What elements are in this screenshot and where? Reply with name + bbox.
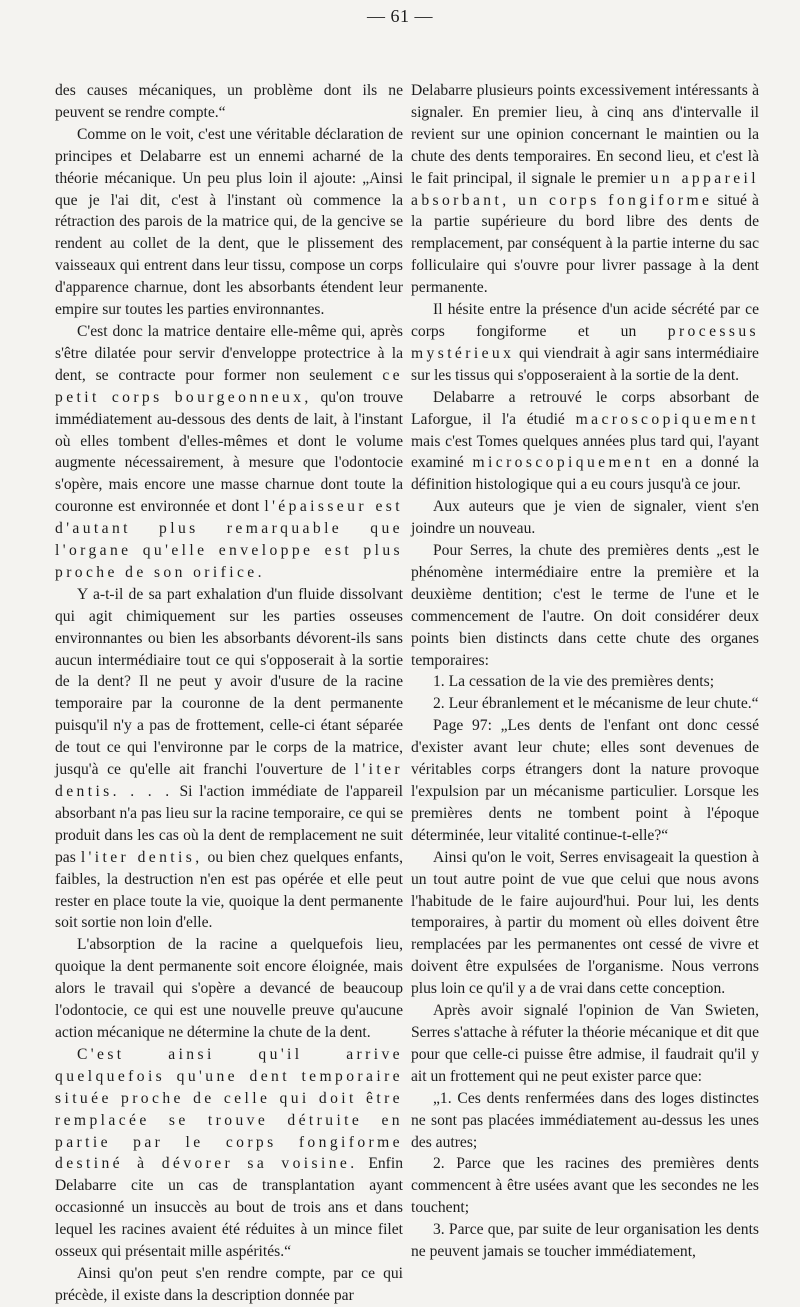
spaced-text: macroscopiquement — [575, 410, 759, 428]
spaced-text: microscopiquement — [472, 454, 654, 472]
right-column — [411, 80, 759, 1263]
paragraph — [55, 321, 403, 584]
paragraph: Après avoir signalé l'opinion de Van Swieten, Serres s'attache à réfuter la théorie mécanique et dit que pour que celle-ci puisse être admise, il faudrait qu'il y ait un frottement qui ne peut exister parce que: — [411, 1002, 759, 1085]
text: qui viendrait à agir sans intermédiaire sur les tissus qui s'opposeraient à la sortie de la dent. — [411, 344, 759, 384]
text: Delabarre plusieurs points excessivement intéressants à signaler. En premier lieu, à cinq ans d'intervalle il revient sur une opinion concernant le maintien ou la chute des dents temporaires. En second lieu, et c'est là le fait principal, il signale le premier — [411, 82, 759, 187]
left-column — [55, 80, 403, 1307]
paragraph: Pour Serres, la chute des premières dents „est le phénomène intermédiaire entre la première et la deuxième dentition; c'est le terme de l'une et le commencement de l'autre. On doit considérer deux points bien distincts dans cette chute des organes temporaires: — [411, 542, 759, 669]
spaced-text: l'iter dentis. . . . — [55, 761, 403, 800]
paragraph — [55, 584, 403, 935]
spaced-text: l'épaisseur est d'autant plus remarquable que l'organe qu'elle enveloppe est plus proche de son orifice. — [55, 498, 403, 581]
paragraph: 2. Leur ébranlement et le mécanisme de leur chute.“ — [433, 695, 759, 713]
paragraph: Aux auteurs que je vien de signaler, vient s'en joindre un nouveau. — [411, 498, 759, 538]
paragraph: 3. Parce que, par suite de leur organisation les dents ne peuvent jamais se toucher immédiatement, — [411, 1221, 759, 1261]
text: en a donné la définition histologique qui a eu cours jusqu'à ce jour. — [411, 454, 759, 494]
text: qu'on trouve immédiatement au-dessous des dents de lait, à l'instant où elles tombent d'elles-mêmes et dont le volume augmente nécessairement, à mesure que l'odontocie s'opère, mais encore une masse charnue dont toute la couronne est environnée et dont — [55, 388, 403, 516]
spaced-text: l'iter dentis, — [80, 848, 203, 866]
paragraph — [411, 299, 759, 387]
text: mais c'est Tomes quelques années plus tard qui, l'ayant examiné — [411, 432, 759, 472]
paragraph: 1. La cessation de la vie des premières dents; — [433, 673, 715, 691]
spaced-text: un appareil absorbant, un corps fongiforme — [411, 169, 759, 209]
text: Si l'action immédiate de l'appareil absorbant n'a pas lieu sur la racine temporaire, ce qui se produit dans les cas où la dent de remplacement ne suit pas — [55, 783, 403, 866]
paragraph — [411, 387, 759, 497]
paragraph: Page 97: „Les dents de l'enfant ont donc cessé d'exister avant leur chute; elles sont devenues de véritables corps étrangers dont la nature provoque l'expulsion par un mécanisme particulier. Lorsque les premières dents ne tombent point à l'époque déterminée, leur vitalité continue-t-elle?“ — [411, 717, 759, 844]
paragraph: Ainsi qu'on le voit, Serres envisageait la question à un tout autre point de vue que celui que nous avons l'habitude de le faire aujourd'hui. Pour lui, les dents temporaires, à partir du moment où elles doivent être remplacées par les permanentes ont cessé de vivre et doivent être expulsées de l'organisme. Nous verrons plus loin ce qu'il y a de vrai dans cette conception. — [411, 848, 759, 998]
text: ou bien chez quelques enfants, faibles, la destruction n'en est pas opérée et elle peut rester en place toute la vie, quoique la dent permanente soit sortie non loin d'elle. — [55, 848, 403, 932]
paragraph: Comme on le voit, c'est une véritable déclaration de principes et Delabarre est un ennemi acharné de la théorie mécanique. Un peu plus loin il ajoute: „Ainsi que je l'ai dit, c'est à l'instant où commence la rétraction des parois de la matrice qui, de la gencive se rendent au collet de la dent, que le plissement des vaisseaux qui entrent dans leur tissu, compose un corps d'apparence charnue, dont les absorbants étendent leur empire sur toutes les parties environnantes. — [55, 125, 403, 319]
paragraph — [55, 1044, 403, 1263]
spaced-text: ce petit corps bourgeonneux, — [55, 366, 403, 406]
paragraph: „1. Ces dents renfermées dans des loges distinctes ne sont pas placées immédiatement au-dessus les unes des autres; — [411, 1089, 759, 1151]
spaced-text: C'est ainsi qu'il arrive quelquefois qu'une dent temporaire située proche de celle qui doit être remplacée se trouve détruite en partie par le corps fongiforme destiné à dévorer sa voisine. — [55, 1045, 403, 1173]
paragraph: 2. Parce que les racines des premières dents commencent à être usées avant que les secondes ne les touchent; — [411, 1155, 759, 1217]
paragraph: Ainsi qu'on peut s'en rendre compte, par ce qui précède, il existe dans la description donnée par — [55, 1264, 403, 1304]
text: C'est donc la matrice dentaire elle-même qui, après s'être dilatée pour servir d'enveloppe protectrice à la dent, se contracte pour former non seulement — [55, 322, 403, 384]
spaced-text: processus mystérieux — [411, 322, 759, 362]
paragraph — [411, 80, 759, 299]
paragraph: L'absorption de la racine a quelquefois lieu, quoique la dent permanente soit encore éloignée, mais alors le travail qui s'opère a devancé de beaucoup l'odontocie, ce qui est une nouvelle preuve qu'aucune action mécanique ne détermine la chute de la dent. — [55, 936, 403, 1041]
text: Y a-t-il de sa part exhalation d'un fluide dissolvant qui agit chimiquement sur les parties osseuses environnantes ou bien les absorbants dévorent-ils sans aucun intermédiaire tout ce qui s'opposerait à la sortie de la dent? Il ne peut y avoir d'usure de la racine temporaire par la couronne de la dent permanente puisqu'il n'y a pas de frottement, celle-ci étant séparée de tout ce qui l'environne par le corps de la matrice, jusqu'à ce qu'elle ait franchi l'ouverture de — [55, 585, 403, 779]
text: situé à la partie supérieure du bord libre des dents de remplacement, par conséquent à la partie interne du sac folliculaire qui s'ouvre pour livrer passage à la dent permanente. — [411, 191, 759, 297]
text: Il hésite entre la présence d'un acide sécrété par ce corps fongiforme et un — [411, 301, 759, 340]
text: Delabarre a retrouvé le corps absorbant de Laforgue, il l'a étudié — [411, 388, 759, 428]
paragraph: des causes mécaniques, un problème dont ils ne peuvent se rendre compte.“ — [55, 82, 403, 121]
page-number: — 61 — — [367, 6, 433, 26]
text: Enfin Delabarre cite un cas de transplantation ayant occasionné un insuccès au bout de trois ans et dans lequel les racines avaient été réduites à un mince filet osseux qui présentait mille aspérités.“ — [55, 1155, 403, 1261]
